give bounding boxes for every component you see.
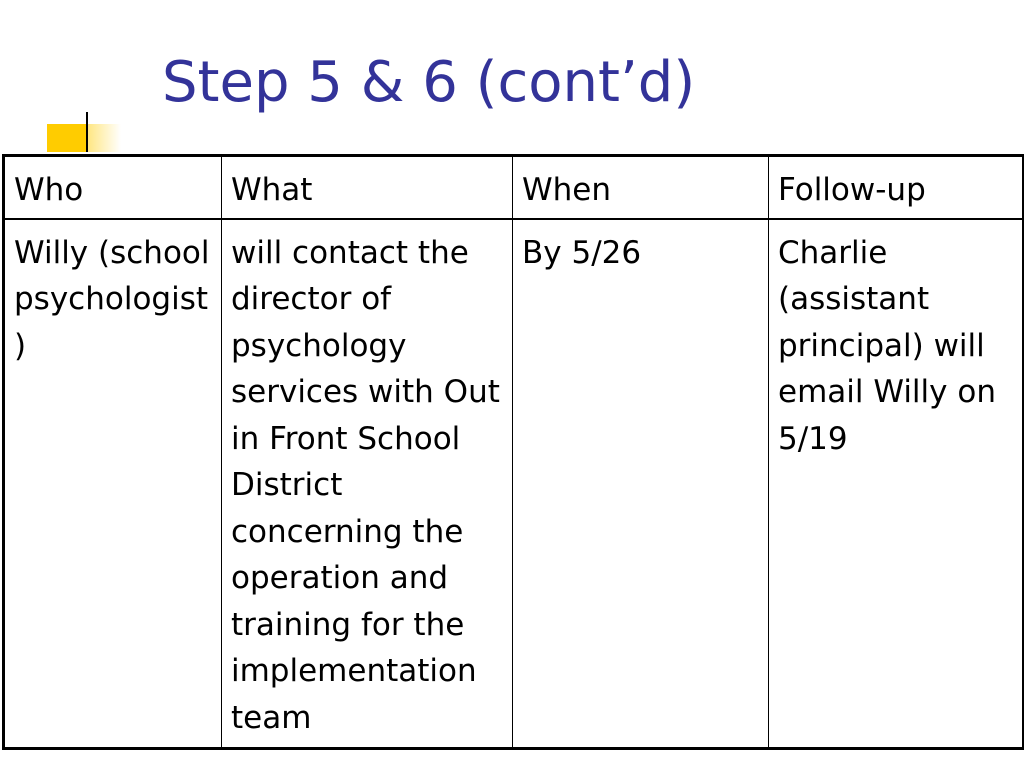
slide-title: Step 5 & 6 (cont’d) — [162, 50, 696, 115]
table-body — [4, 219, 1024, 749]
header-who: Who — [4, 156, 222, 219]
header-row — [4, 156, 1024, 219]
cell-when: By 5/26 — [513, 219, 769, 749]
cell-who: Willy (school psychologist) — [4, 219, 222, 749]
accent-line — [86, 112, 88, 152]
header-follow-up: Follow-up — [769, 156, 1024, 219]
accent-gradient — [87, 124, 121, 152]
table-row — [4, 219, 1024, 749]
table-header — [4, 156, 1024, 219]
cell-follow-up: Charlie (assistant principal) will email Willy on 5/19 — [769, 219, 1024, 749]
accent-square — [47, 124, 87, 152]
header-when: When — [513, 156, 769, 219]
action-plan-table — [2, 154, 1024, 750]
header-what: What — [222, 156, 513, 219]
cell-what: will contact the director of psychology services with Out in Front School District concerning the operation and training for the implementation team — [222, 219, 513, 749]
